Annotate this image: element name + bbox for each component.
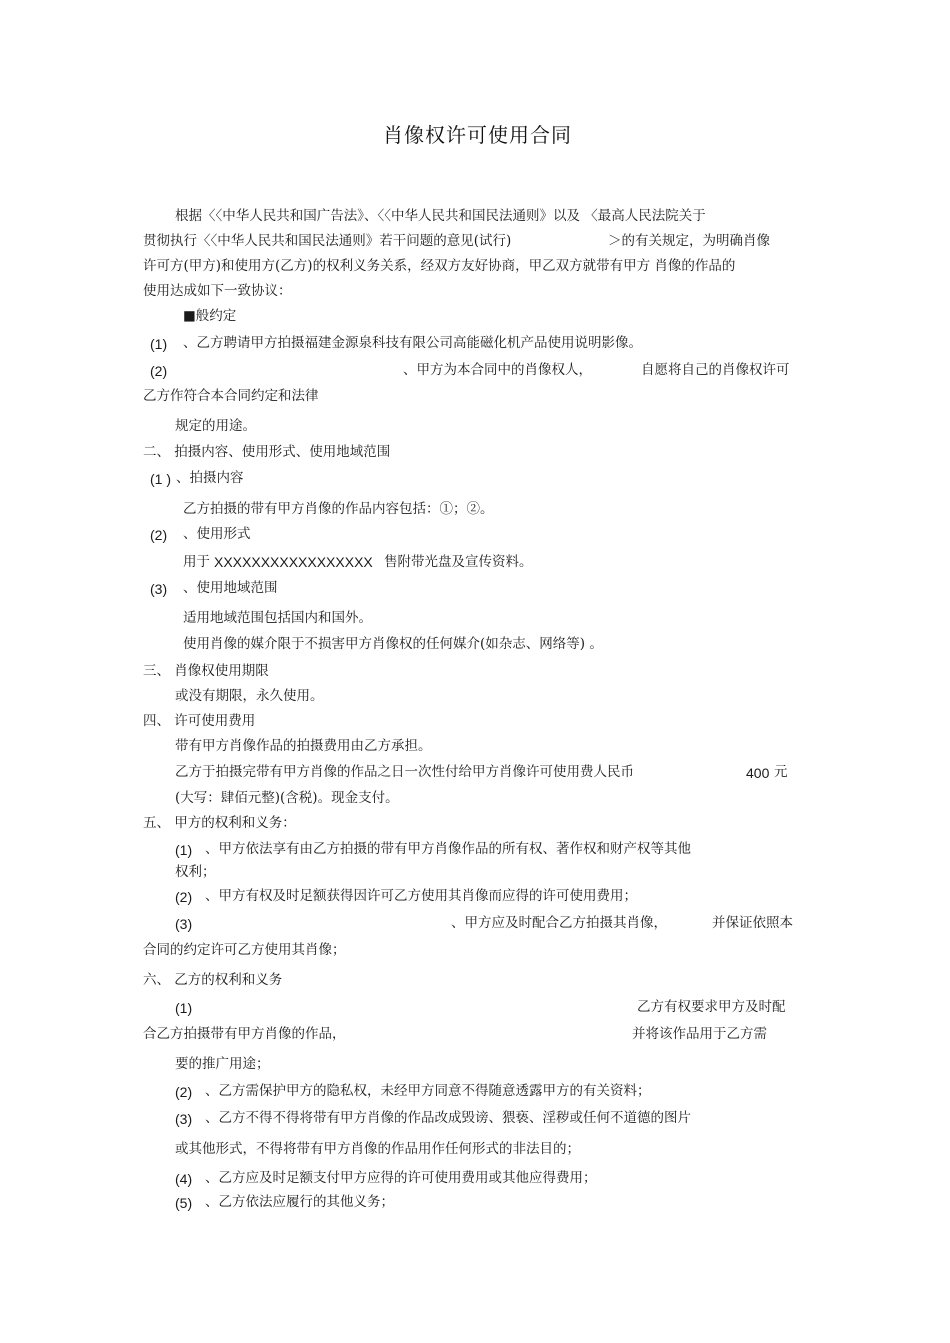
section-1-heading: ■般约定 [183, 308, 237, 324]
s5-item-1-cont: 权利； [175, 864, 216, 880]
intro-line-1: 根据〈〈中华人民共和国广告法》、〈〈中华人民共和国民法通则》以及 〈最高人民法院关于 [175, 208, 706, 224]
s4-text-1: 带有甲方肖像作品的拍摄费用由乙方承担。 [175, 738, 432, 754]
s6-item-2-text: 、乙方需保护甲方的隐私权，未经甲方同意不得随意透露甲方的有关资料； [205, 1083, 651, 1099]
s5-item-1-text: 、甲方依法享有由乙方拍摄的带有甲方肖像作品的所有权、著作权和财产权等其他 [205, 841, 691, 857]
intro-line-2a: 贯彻执行〈〈中华人民共和国民法通则》若干问题的意见(试行) [143, 233, 512, 249]
s2-item-2-label: 、使用形式 [183, 526, 251, 542]
s6-item-3-text: 、乙方不得不得将带有甲方肖像的作品改成毁谤、猥亵、淫秽或任何不道德的图片 [205, 1110, 691, 1126]
s6-item-1-text-a: 乙方有权要求甲方及时配 [637, 999, 786, 1015]
s5-item-3-text-b: 并保证依照本 [712, 915, 793, 931]
s1-item-1-number: (1) [150, 336, 168, 352]
section-5-heading: 五、 甲方的权利和义务： [143, 815, 296, 831]
s2-item-1-label: 、拍摄内容 [176, 470, 244, 486]
s5-item-3-text-c: 合同的约定许可乙方使用其肖像； [143, 942, 346, 958]
s5-item-2-text: 、甲方有权及时足额获得因许可乙方使用其肖像而应得的许可使用费用； [205, 888, 637, 904]
intro-line-4: 使用达成如下一致协议： [143, 283, 292, 299]
s5-item-3-number: (3) [175, 916, 193, 932]
s6-item-1-text-b: 合乙方拍摄带有甲方肖像的作品， [143, 1026, 346, 1042]
s1-item-2-number: (2) [150, 363, 168, 379]
s6-item-5-number: (5) [175, 1195, 193, 1211]
s2-item-1-number: (1 ) [150, 471, 171, 487]
section-3-heading: 三、 肖像权使用期限 [143, 663, 269, 679]
intro-line-3: 许可方(甲方)和使用方(乙方)的权利义务关系，经双方友好协商，甲乙双方就带有甲方 肖像的作品的 [143, 258, 736, 274]
s4-fee-amount: 400 [746, 765, 770, 781]
s4-text-3: (大写：肆佰元整)(含税)。现金支付。 [175, 790, 399, 806]
s4-text-2: 乙方于拍摄完带有甲方肖像的作品之日一次性付给甲方肖像许可使用费人民币 [175, 764, 634, 780]
s2-item-2-code: XXXXXXXXXXXXXXXXX [214, 554, 373, 570]
s6-item-1-text-d: 要的推广用途； [175, 1056, 270, 1072]
s1-item-1-text: 、乙方聘请甲方拍摄福建金源泉科技有限公司高能磁化机产品使用说明影像。 [183, 335, 642, 351]
s5-item-1-number: (1) [175, 842, 193, 858]
s6-item-4-number: (4) [175, 1171, 193, 1187]
section-2-heading: 二、 拍摄内容、使用形式、使用地域范围 [143, 444, 391, 460]
s2-item-3-text-1: 适用地域范围包括国内和国外。 [183, 610, 372, 626]
s2-item-3-label: 、使用地域范围 [183, 580, 278, 596]
s2-item-2-number: (2) [150, 527, 168, 543]
s6-item-3-number: (3) [175, 1111, 193, 1127]
s1-item-2-text-c: 乙方作符合本合同约定和法律 [143, 388, 319, 404]
s6-item-1-number: (1) [175, 1000, 193, 1016]
intro-line-2b: ＞的有关规定，为明确肖像 [608, 233, 770, 249]
s6-item-1-text-c: 并将该作品用于乙方需 [632, 1026, 767, 1042]
s2-item-2-pre: 用于 [183, 554, 210, 570]
s1-item-2-text-a: 、甲方为本合同中的肖像权人， [403, 362, 592, 378]
section-6-heading: 六、 乙方的权利和义务 [143, 972, 283, 988]
s6-item-4-text: 、乙方应及时足额支付甲方应得的许可使用费用或其他应得费用； [205, 1170, 597, 1186]
s6-item-3-cont: 或其他形式，不得将带有甲方肖像的作品用作任何形式的非法目的； [175, 1141, 580, 1157]
s1-item-2-text-d: 规定的用途。 [175, 418, 256, 434]
s2-item-3-text-2: 使用肖像的媒介限于不损害甲方肖像权的任何媒介(如杂志、网络等) 。 [183, 636, 603, 652]
s2-item-2-post: 售附带光盘及宣传资料。 [384, 554, 533, 570]
s5-item-3-text-a: 、甲方应及时配合乙方拍摄其肖像， [451, 915, 667, 931]
s1-item-2-text-b: 自愿将自己的肖像权许可 [641, 362, 790, 378]
s2-item-1-text: 乙方拍摄的带有甲方肖像的作品内容包括：①；②。 [183, 501, 494, 517]
section-4-heading: 四、 许可使用费用 [143, 713, 256, 729]
s4-fee-unit: 元 [774, 764, 788, 780]
s2-item-3-number: (3) [150, 581, 168, 597]
s6-item-2-number: (2) [175, 1084, 193, 1100]
s5-item-2-number: (2) [175, 889, 193, 905]
s3-text: 或没有期限，永久使用。 [175, 688, 324, 704]
page-title: 肖像权许可使用合同 [383, 123, 572, 147]
s6-item-5-text: 、乙方依法应履行的其他义务； [205, 1194, 394, 1210]
